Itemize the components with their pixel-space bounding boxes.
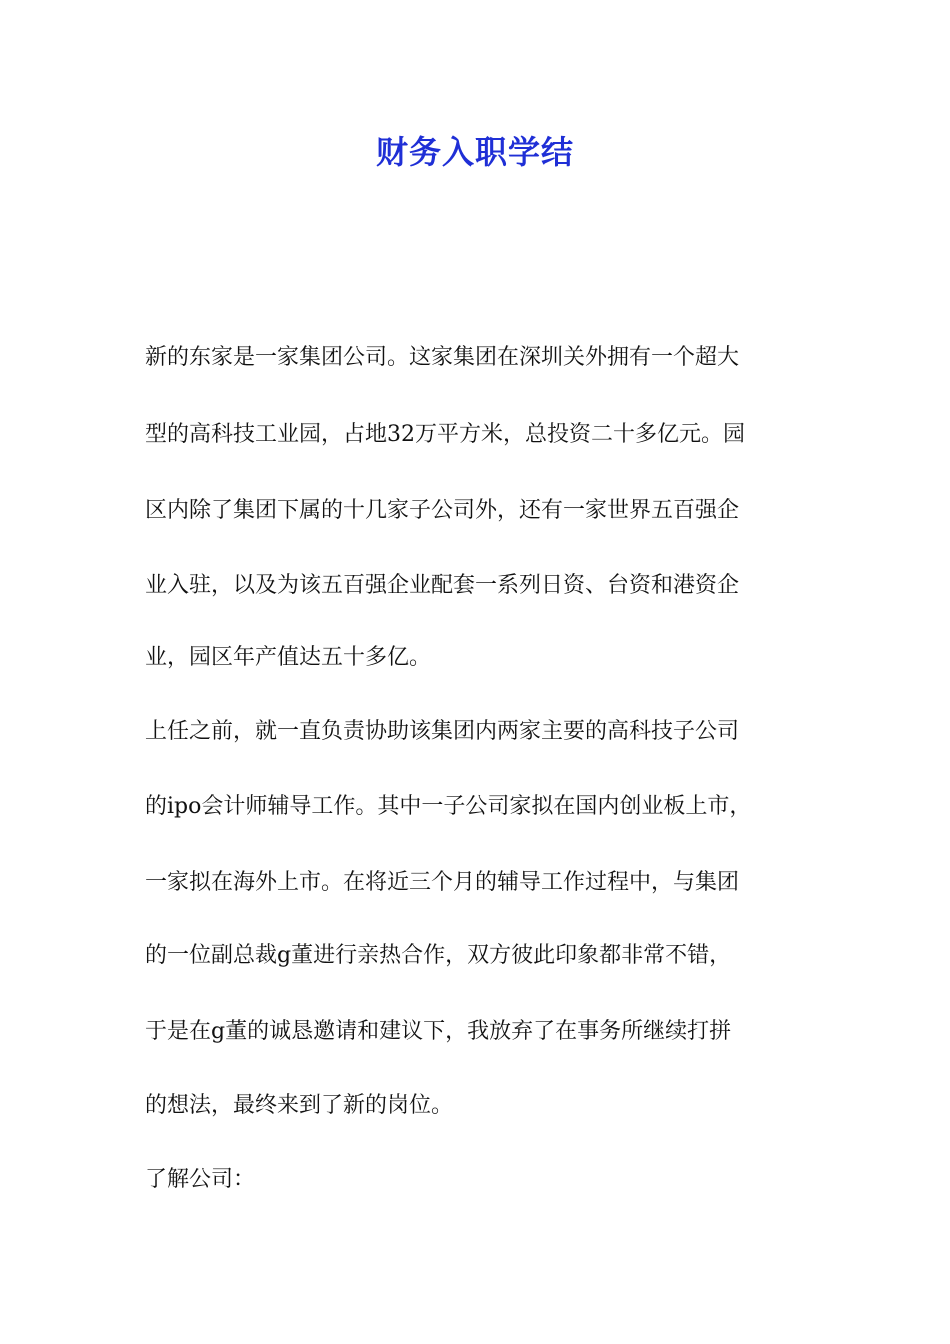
body-line-12: 了解公司：: [145, 1167, 256, 1192]
document-title: 财务入职学结: [375, 133, 574, 171]
body-line-6: 上任之前，就一直负责协助该集团内两家主要的高科技子公司: [145, 719, 740, 744]
body-line-3: 区内除了集团下属的十几家子公司外，还有一家世界五百强企: [145, 498, 740, 523]
body-line-4: 业入驻，以及为该五百强企业配套一系列日资、台资和港资企: [145, 573, 740, 598]
body-line-11: 的想法，最终来到了新的岗位。: [145, 1093, 454, 1118]
body-line-7: 的ipo会计师辅导工作。其中一子公司家拟在国内创业板上市，: [145, 794, 752, 819]
body-line-1: 新的东家是一家集团公司。这家集团在深圳关外拥有一个超大: [145, 345, 740, 370]
body-line-10: 于是在g董的诚恳邀请和建议下，我放弃了在事务所继续打拼: [145, 1019, 732, 1044]
body-line-8: 一家拟在海外上市。在将近三个月的辅导工作过程中，与集团: [145, 870, 740, 895]
body-line-9: 的一位副总裁g董进行亲热合作，双方彼此印象都非常不错，: [145, 943, 732, 968]
body-line-2: 型的高科技工业园，占地32万平方米，总投资二十多亿元。园: [145, 422, 745, 447]
body-line-5: 业，园区年产值达五十多亿。: [145, 645, 432, 670]
